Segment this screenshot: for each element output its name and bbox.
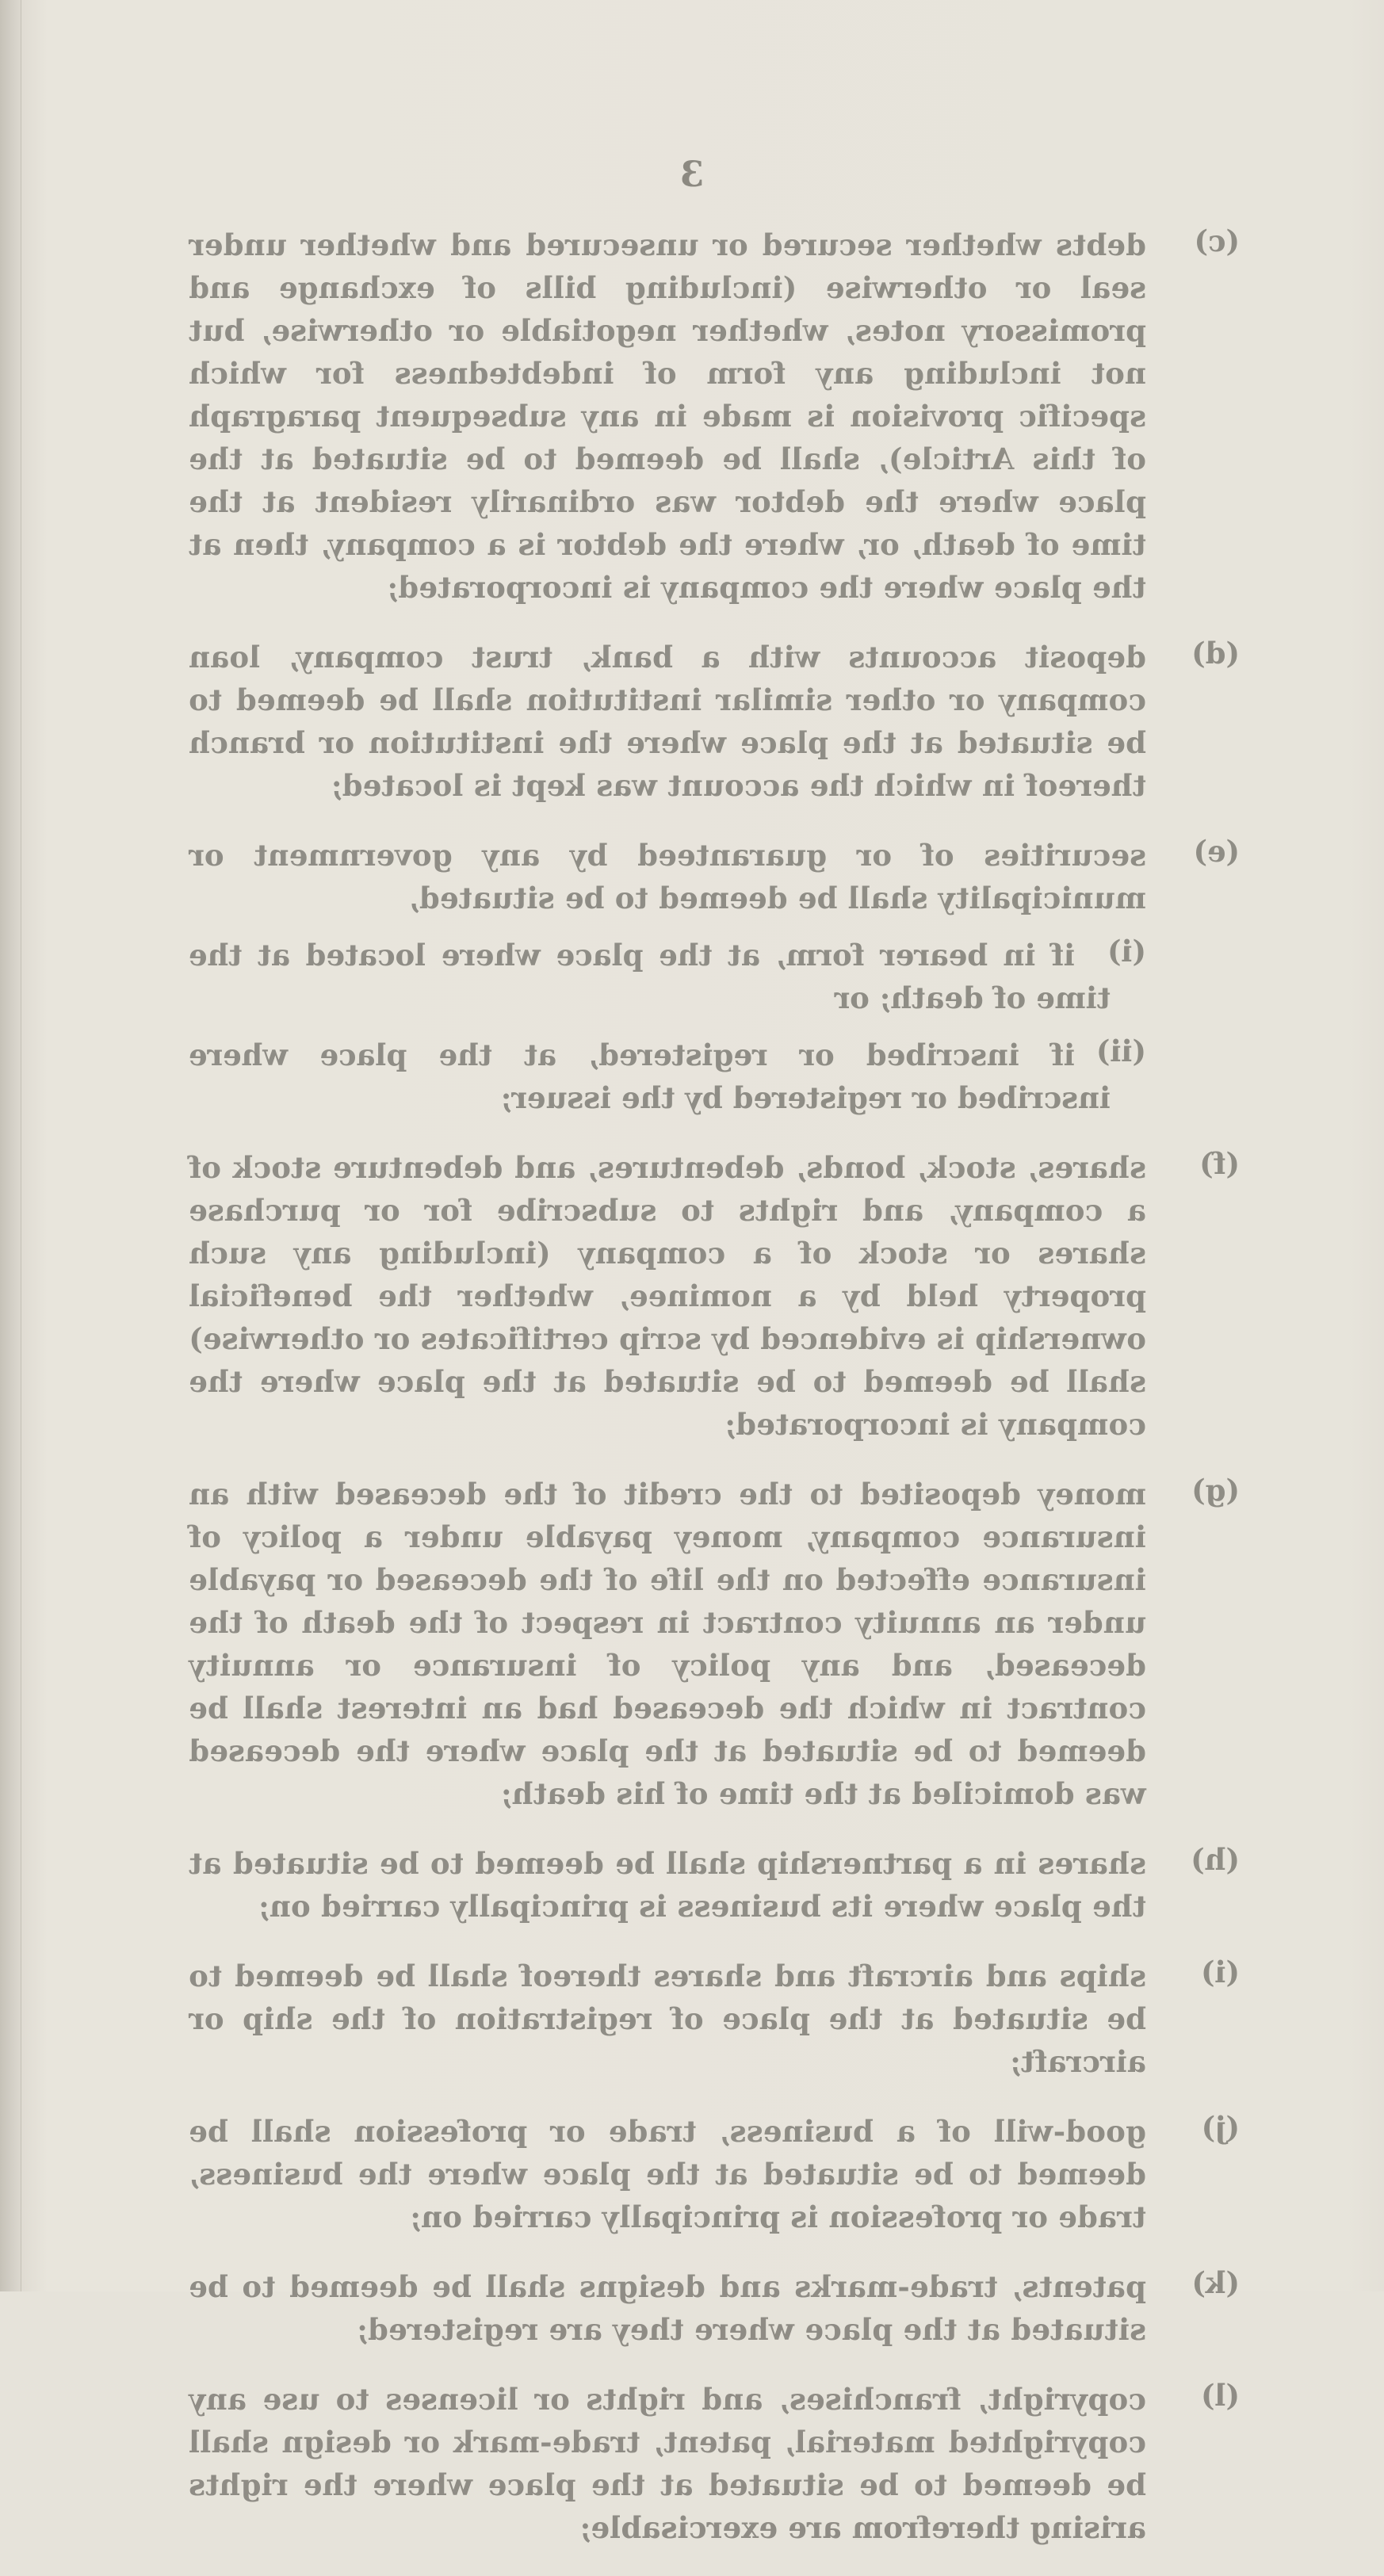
subclause-label: (i) [1107, 934, 1146, 969]
clause-g [0, 1473, 1384, 1815]
clause-c [0, 224, 1384, 609]
clause-label: (i) [1200, 1955, 1240, 1989]
clause-text: securities of or guaranteed by any government or municipality shall be deemed to be situated, [189, 838, 1146, 915]
clause-f [0, 1146, 1384, 1446]
clause-j [0, 2110, 1384, 2238]
clause-label: (c) [1194, 224, 1240, 258]
clause-label: (g) [1191, 1473, 1240, 1508]
clause-text: ships and aircraft and shares thereof shall be deemed to be situated at the place of registration of the ship or aircraft; [189, 1959, 1146, 2079]
clause-text: good-will of a business, trade or profession shall be deemed to be situated at the place where the business, trade or profession is principally carried on; [189, 2114, 1146, 2234]
clause-i [0, 1955, 1384, 2083]
clause-label: (h) [1191, 1842, 1240, 1877]
clause-h [0, 1842, 1384, 1928]
clause-label: (d) [1191, 636, 1240, 671]
clause-e [0, 834, 1384, 1119]
clause-label: (j) [1201, 2110, 1240, 2145]
clause-k [0, 2265, 1384, 2351]
clause-l [0, 2378, 1384, 2549]
page-number: 3 [679, 155, 705, 195]
clause-label: (l) [1200, 2378, 1240, 2413]
subclause-ii [0, 1034, 1384, 1119]
clause-text: shares in a partnership shall be deemed to be situated at the place where its business is principally carried on; [189, 1846, 1146, 1924]
clause-label: (k) [1191, 2265, 1240, 2300]
clause-text: money deposited to the credit of the deceased with an insurance company, money payable under a policy of insurance effected on the life of the deceased or payable under an annuity contract in respect of the death of the deceased, and any policy of insurance or annuity contract in which the deceased had an interest shall be deemed to be situated at the place where the deceased was domiciled at the time of his death; [189, 1477, 1146, 1811]
subclause-text: if in bearer form, at the place where located at the time of death; or [189, 938, 1111, 1015]
clause-text: deposit accounts with a bank, trust company, loan company or other similar institution shall be deemed to be situated at the place where the institution or branch thereof in which the account was kept is located; [189, 640, 1146, 803]
clause-text: copyright, franchises, and rights or licenses to use any copyrighted material, patent, trade-mark or design shall be deemed to be situated at the place where the rights arising therefrom are exercisable; [189, 2382, 1146, 2545]
clause-label: (f) [1199, 1146, 1240, 1181]
clause-text: debts whether secured or unsecured and whether under seal or otherwise (including bills of exchange and promissory notes, whether negotiable or otherwise, but not including any form of indebtedness for which specific provision is made in any subsequent paragraph of this Article), shall be deemed to be situated at the place where the debtor was ordinarily resident at the time of death, or, where the debtor is a company, then at the place where the company is incorporated; [189, 227, 1146, 605]
clause-text: patents, trade-marks and designs shall be deemed to be situated at the place where they are registered; [189, 2269, 1146, 2347]
clause-text: shares, stock, bonds, debentures, and debenture stock of a company, and rights to subscribe for or purchase shares or stock of a company (including any such property held by a nominee, whether the beneficial ownership is evidenced by scrip certificates or otherwise) shall be deemed to be situated at the place where the company is incorporated; [189, 1150, 1146, 1442]
subclause-i [0, 934, 1384, 1019]
clause-d [0, 636, 1384, 807]
subclause-label: (ii) [1095, 1034, 1146, 1068]
clause-list [0, 224, 1384, 2576]
subclause-text: if inscribed or registered, at the place where inscribed or registered by the issuer; [189, 1038, 1111, 1115]
clause-label: (e) [1193, 834, 1240, 869]
